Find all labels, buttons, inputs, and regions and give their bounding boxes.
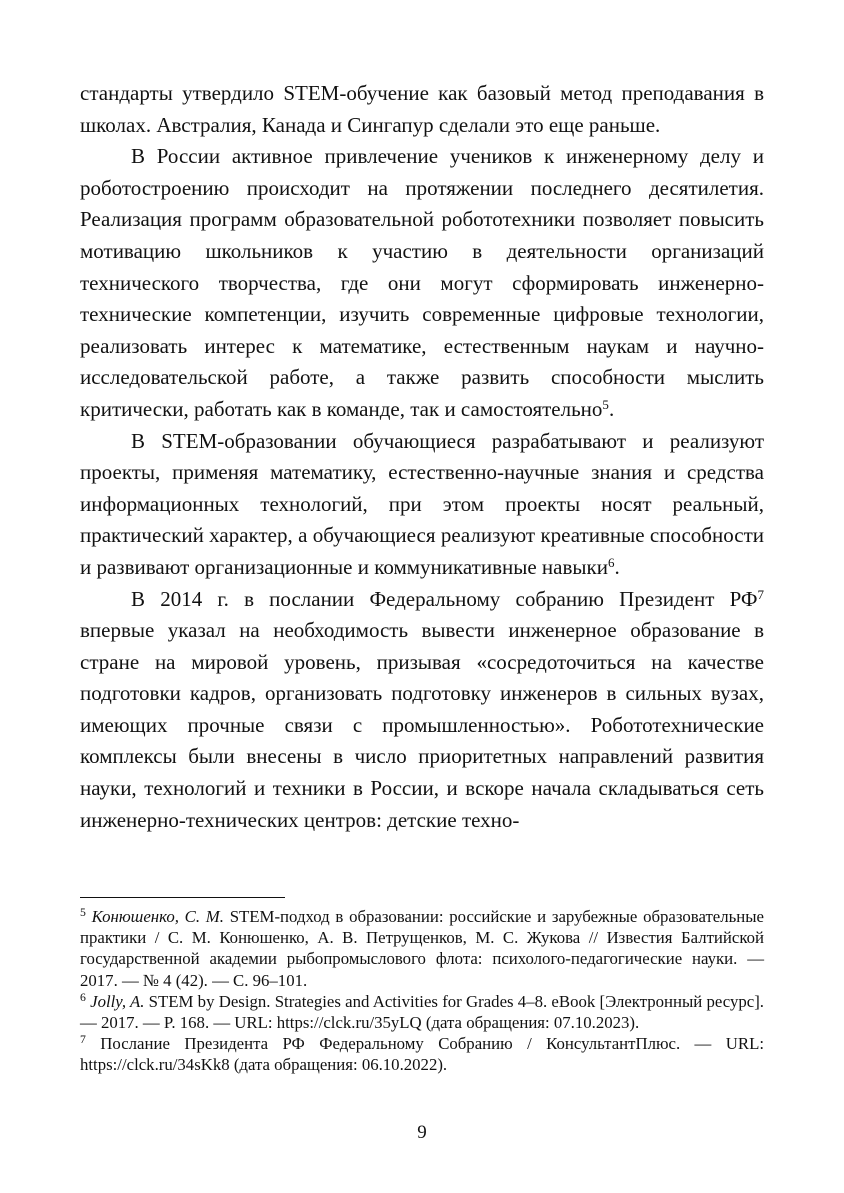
footnotes — [80, 906, 764, 1076]
footnote-ref-5[interactable]: 5 — [602, 396, 609, 412]
footnote-author: Конюшенко, С. М. — [91, 907, 224, 926]
main-text — [80, 78, 764, 836]
page-number: 9 — [417, 1122, 427, 1143]
footnote-author: Jolly, A. — [90, 991, 145, 1011]
paragraph-1 — [80, 78, 764, 141]
footnote-7 — [80, 1033, 764, 1075]
footnote-5 — [80, 906, 764, 991]
paragraph-3-end: . — [614, 554, 620, 579]
footnote-text: Послание Президента РФ Федеральному Собранию / КонсультантПлюс. — URL: https://clck.ru/34sKk8 (дата обращения: 06.10.2022). — [80, 1034, 764, 1075]
paragraph-1-text: стандарты утвердило STEM-обучение как базовый метод преподавания в школах. Австралия, Канада и Сингапур сделали это еще раньше. — [80, 81, 764, 137]
paragraph-2-end: . — [608, 396, 615, 421]
footnote-number: 5 — [80, 906, 86, 920]
footnote-text: STEM by Design. Strategies and Activities for Grades 4–8. eBook [Электронный ресурс]. — 2017. — P. 168. — URL: https://clck.ru/35yLQ (дата обращения: 07.10.2023). — [80, 991, 764, 1033]
paragraph-4 — [80, 584, 764, 837]
paragraph-2 — [80, 141, 764, 425]
paragraph-4-text: впервые указал на необходимость вывести инженерное образование в стране на мировой уровень, призывая «сосредоточиться на качестве подготовки кадров, организовать подготовку инженеров в сильных вузах, имеющих прочные связи с промышленностью». Робототехнические комплексы были внесены в число приоритетных направлений развития науки, технологий и техники в России, и вскоре начала складываться сеть инженерно-технических центров: детские техно- — [80, 618, 764, 832]
footnote-separator — [80, 897, 285, 898]
footnote-ref-6[interactable]: 6 — [607, 554, 615, 570]
footnote-6 — [80, 991, 764, 1033]
paragraph-3-text: В STEM-образовании обучающиеся разрабатывают и реализуют проекты, применяя математику, естественно-научные знания и средства информационных технологий, при этом проекты носят реальный, практический характер, а обучающиеся реализуют креативные способности и развивают организационные и коммуникативные навыки — [80, 428, 764, 579]
paragraph-3 — [80, 426, 764, 584]
paragraph-2-text: В России активное привлечение учеников к инженерному делу и роботостроению происходит на протяжении последнего десятилетия. Реализация программ образовательной робототехники позволяет повысить мотивацию школьников к участию в деятельности организаций технического творчества, где они могут сформировать инженерно-технические компетенции, изучить современные цифровые технологии, реализовать интерес к математике, естественным наукам и научно-исследовательской работе, а также развить способности мыслить критически, работать как в команде, так и самостоятельно — [80, 144, 764, 421]
paragraph-4-start: В 2014 г. в послании Федеральному собранию Президент РФ — [131, 586, 758, 611]
footnote-ref-7[interactable]: 7 — [757, 586, 764, 602]
footnote-text: STEM-подход в образовании: российские и зарубежные образовательные практики / С. М. Конюшенко, А. В. Петрущенков, М. С. Жукова // Известия Балтийской государственной академии рыбопромыслового флота: психолого-педагогические науки. — 2017. — № 4 (42). — С. 96–101. — [80, 907, 764, 990]
footnote-number: 7 — [80, 1033, 86, 1047]
footnote-number: 6 — [80, 990, 86, 1004]
